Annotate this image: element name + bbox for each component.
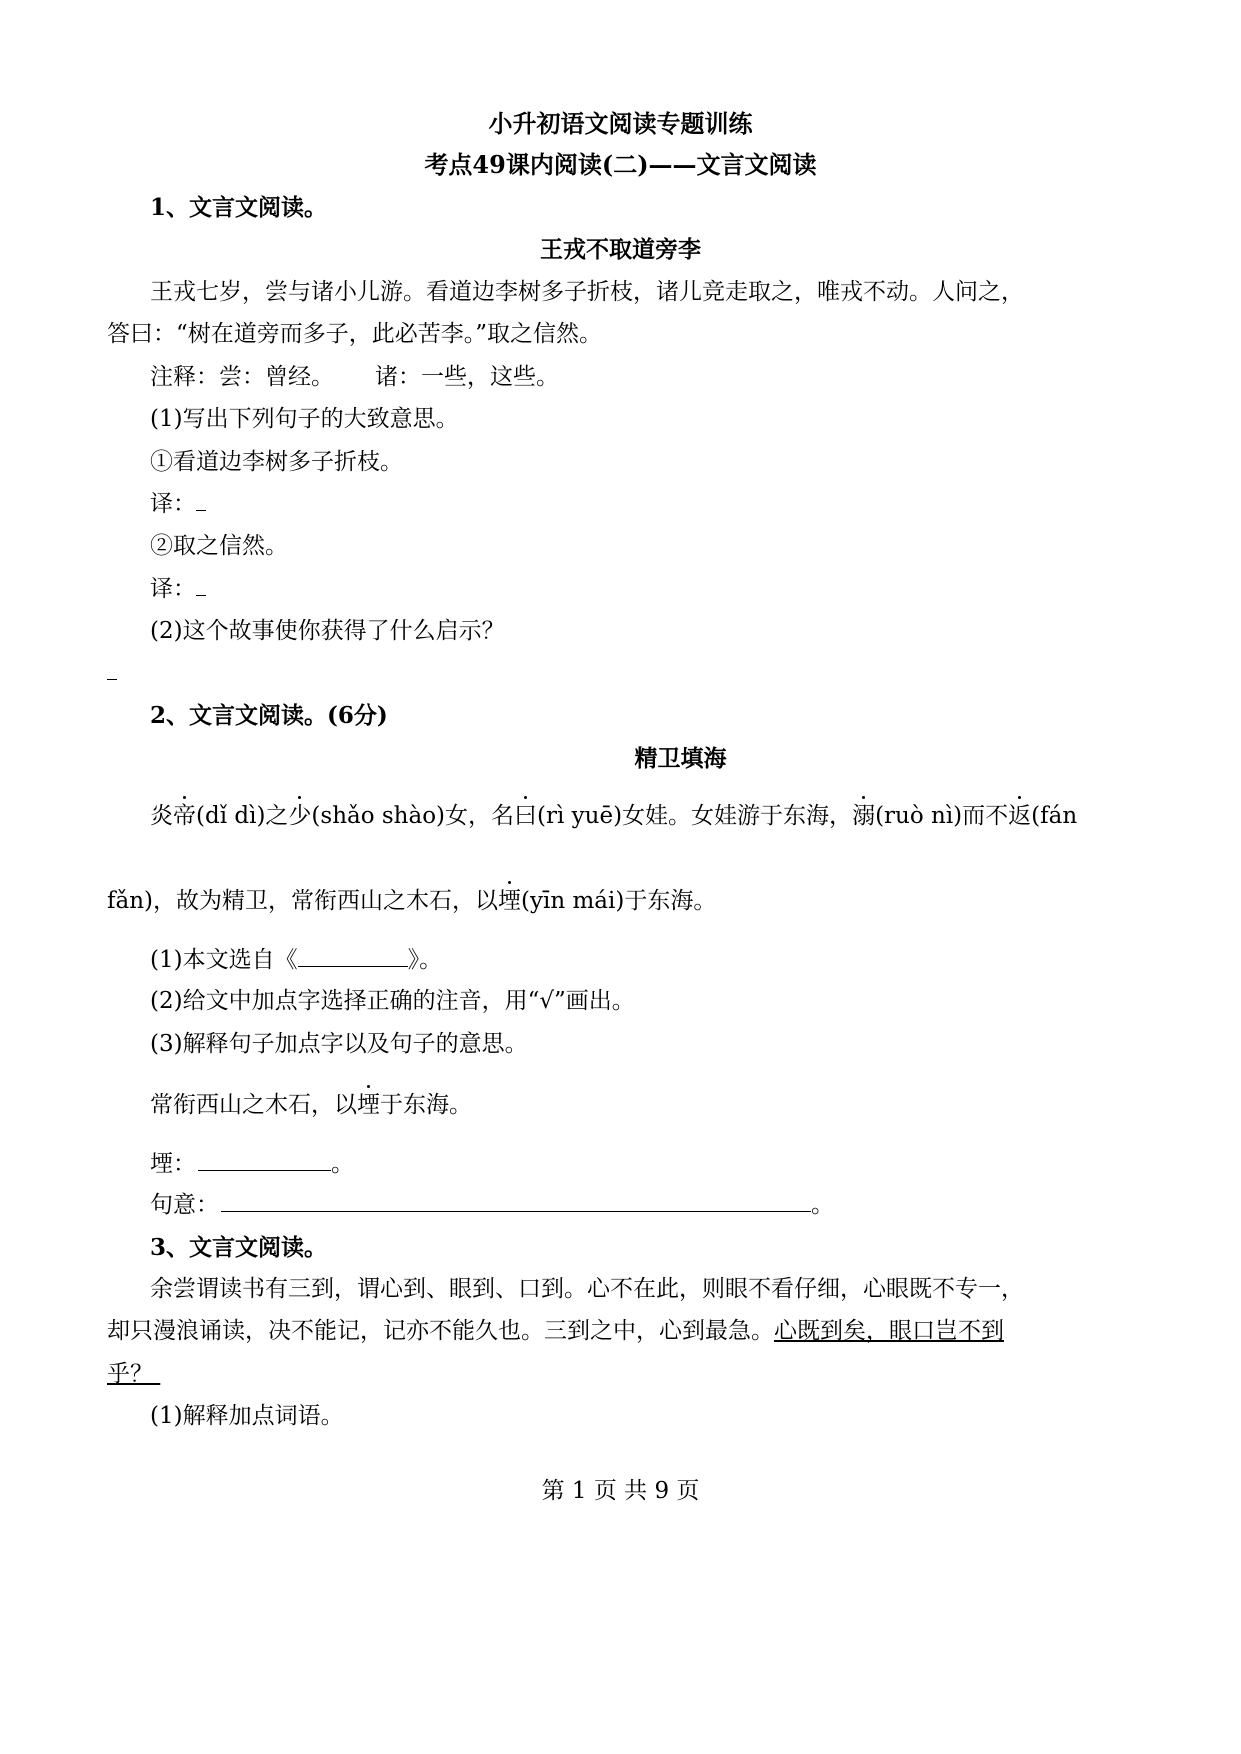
- q1-translate-2: [150, 578, 206, 601]
- q1-heading: 1、文言文阅读。: [150, 194, 328, 221]
- q2-subquestion-2: (2)给文中加点字选择正确的注音，用“√”画出。: [150, 988, 635, 1014]
- q1-item-2: ②取之信然。: [150, 533, 288, 559]
- yin-answer-blank[interactable]: [198, 1152, 331, 1171]
- translate-label: 译：: [150, 491, 196, 517]
- dotted-char: 返: [1008, 803, 1032, 829]
- underlined-sentence: 乎？: [107, 1361, 153, 1387]
- q1-translate-1: [150, 493, 206, 516]
- answer-blank[interactable]: [107, 663, 117, 680]
- q3-heading: 3、文言文阅读。: [150, 1234, 328, 1261]
- q3-passage-line-1: 余尝谓读书有三到，谓心到、眼到、口到。心不在此，则眼不看仔细，心眼既不专一，: [150, 1276, 1024, 1302]
- dotted-char: 堙: [357, 1092, 380, 1118]
- q1-passage-line-1: 王戎七岁，尝与诸小儿游。看道边李树多子折枝，诸儿竞走取之，唯戎不动。人问之，: [150, 279, 1024, 305]
- q2-yin-definition: 堙： 。: [150, 1151, 354, 1177]
- underlined-sentence: 心既到矣，眼口岂不到: [774, 1318, 1004, 1344]
- q1-passage-title: 王戎不取道旁李: [540, 236, 701, 263]
- page-number: 第 1 页 共 9 页: [541, 1478, 700, 1504]
- q2-heading: 2、文言文阅读。(6分): [150, 702, 388, 729]
- q1-subquestion-1: (1)写出下列句子的大致意思。: [150, 406, 459, 432]
- q1-note-chang: 注释：尝：曾经。: [150, 364, 334, 390]
- q2-subquestion-1: (1)本文选自《 》。: [150, 947, 443, 973]
- q1-item-1: ①看道边李树多子折枝。: [150, 449, 403, 475]
- q1-answer-line: [107, 662, 117, 685]
- translate-label: 译：: [150, 576, 196, 602]
- q3-passage-line-2: 却只漫浪诵读，决不能记，记亦不能久也。三到之中，心到最急。心既到矣，眼口岂不到: [107, 1318, 1004, 1344]
- source-answer-blank[interactable]: [298, 948, 408, 967]
- q1-passage-line-2: 答曰：“树在道旁而多子，此必苦李。”取之信然。: [107, 321, 603, 347]
- q1-note-zhu: 诸：一些，这些。: [375, 364, 559, 390]
- dotted-char: 少: [288, 803, 312, 829]
- meaning-answer-blank[interactable]: [221, 1193, 811, 1212]
- dotted-char: 堙: [498, 888, 522, 914]
- answer-blank[interactable]: [196, 579, 206, 596]
- q1-subquestion-2: (2)这个故事使你获得了什么启示？: [150, 618, 505, 644]
- dotted-char: 溺: [852, 803, 876, 829]
- q3-subquestion-1: (1)解释加点词语。: [150, 1403, 344, 1429]
- dotted-char: 帝: [173, 803, 196, 829]
- q2-sentence-meaning: 句意： 。: [150, 1192, 834, 1218]
- document-subtitle: 考点49课内阅读(二)——文言文阅读: [424, 150, 817, 179]
- q2-subquestion-3: (3)解释句子加点字以及句子的意思。: [150, 1031, 528, 1057]
- q2-passage-line-2: fǎn)，故为精卫，常衔西山之木石，以堙(yīn mái)于东海。: [107, 888, 717, 914]
- q2-passage-line-1: 炎帝(dǐ dì)之少(shǎo shào)女，名曰(rì yuē)女娃。女娃游于东海，溺(ruò nì)而不返(fán: [150, 803, 1078, 829]
- q3-passage-line-3: [107, 1363, 160, 1386]
- document-title: 小升初语文阅读专题训练: [488, 109, 753, 138]
- answer-blank[interactable]: [196, 494, 206, 511]
- q2-sentence: 常衔西山之木石，以堙于东海。: [150, 1092, 472, 1118]
- q2-passage-title: 精卫填海: [634, 745, 727, 772]
- dotted-char: 曰: [514, 803, 538, 829]
